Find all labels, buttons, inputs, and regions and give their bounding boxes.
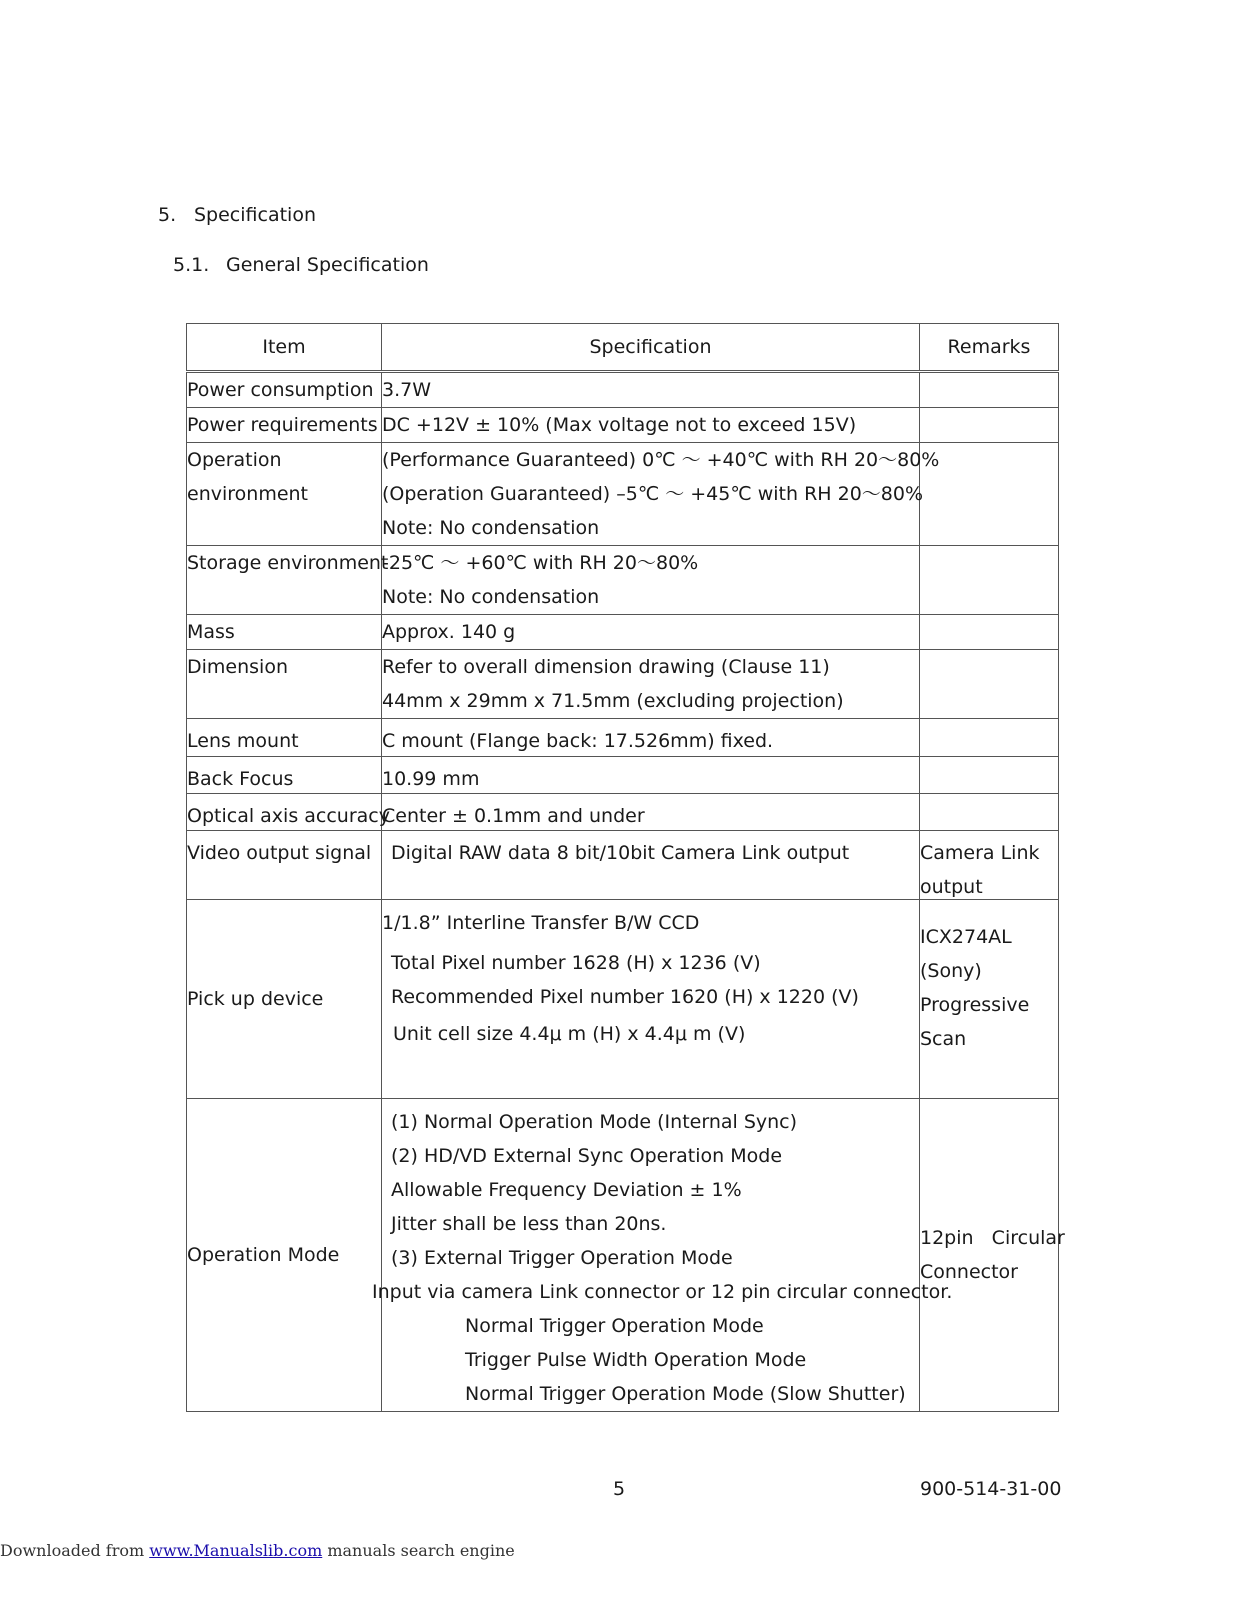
remarks-value: (Sony) [920,960,982,982]
spec-value: Note: No condensation [382,517,600,539]
section-number: 5. [158,204,177,226]
remarks-cell [920,757,1059,794]
table-row [187,900,1059,1099]
spec-subitem [382,1343,919,1377]
spec-value: (Performance Guaranteed) 0℃ ～ +40℃ with RH 20～80% [382,449,940,471]
item-label: Operation [187,449,282,471]
item-label: Optical axis accuracy [187,805,390,827]
section-title: Specification [194,204,316,226]
item-label: Storage environment [187,552,389,574]
subsection-title: General Specification [226,254,429,276]
spec-value: 3.7W [382,379,432,401]
specification-table [186,323,1065,1412]
spec-value: -25℃ ～ +60℃ with RH 20～80% [382,552,699,574]
item-label: Mass [187,621,235,643]
spec-value: Note: No condensation [382,586,600,608]
spec-value: Normal Trigger Operation Mode [465,1315,764,1337]
spec-value: Digital RAW data 8 bit/10bit Camera Link output [391,842,850,864]
table-row [187,1099,1059,1412]
item-label: Pick up device [187,988,324,1010]
table-row [187,408,1059,443]
item-label: Operation Mode [187,1244,340,1266]
header-item: Item [187,324,382,372]
table-row [187,443,1059,546]
remarks-value: output [920,876,983,898]
remarks-value: Camera Link [920,842,1040,864]
spec-value: Approx. 140 g [382,621,516,643]
spec-value: (2) HD/VD External Sync Operation Mode [391,1145,783,1167]
header-remarks: Remarks [920,324,1059,372]
subsection-heading [173,254,429,276]
spec-value: 10.99 mm [382,768,480,790]
item-label: Power requirements [187,414,378,436]
header-specification: Specification [382,324,920,372]
document-number: 900-514-31-00 [920,1478,1062,1500]
download-prefix: Downloaded from [0,1541,150,1560]
table-row [187,831,1059,900]
table-row [187,794,1059,831]
remarks-cell [920,443,1059,546]
item-label: environment [187,483,309,505]
spec-value: (1) Normal Operation Mode (Internal Sync) [391,1111,798,1133]
remarks-cell [920,650,1059,719]
spec-value: Allowable Frequency Deviation ± 1% [391,1179,742,1201]
remarks-value: Scan [920,1028,967,1050]
remarks-cell [920,372,1059,408]
spec-value: DC +12V ± 10% (Max voltage not to exceed 15V) [382,414,857,436]
remarks-value: Connector [920,1261,1018,1283]
spec-value: Total Pixel number 1628 (H) x 1236 (V) [391,952,761,974]
item-label: Lens mount [187,730,299,752]
remarks-value: 12pin Circular [920,1227,1065,1249]
table-row [187,546,1059,615]
remarks-cell [920,794,1059,831]
item-label: Power consumption [187,379,374,401]
table-header-row [187,324,1059,372]
table-row [187,372,1059,408]
spec-value: 44mm x 29mm x 71.5mm (excluding projection) [382,690,844,712]
table-row [187,615,1059,650]
download-suffix: manuals search engine [322,1541,515,1560]
spec-value: C mount (Flange back: 17.526mm) fixed. [382,730,774,752]
item-label: Back Focus [187,768,294,790]
download-note [0,1541,515,1560]
item-label: Video output signal [187,842,372,864]
spec-value: Trigger Pulse Width Operation Mode [465,1349,807,1371]
spec-value: Jitter shall be less than 20ns. [391,1213,667,1235]
table-row [187,719,1059,757]
remarks-cell [920,719,1059,757]
table-row [187,757,1059,794]
remarks-cell [920,546,1059,615]
subsection-number: 5.1. [173,254,210,276]
manualslib-link[interactable]: www.Manualslib.com [149,1541,323,1560]
item-label: Dimension [187,656,288,678]
spec-value: Normal Trigger Operation Mode (Slow Shutter) [465,1383,906,1405]
spec-value: Center ± 0.1mm and under [382,805,645,827]
remarks-cell [920,408,1059,443]
spec-value: Unit cell size 4.4μ m (H) x 4.4μ m (V) [393,1023,746,1045]
remarks-value: Progressive [920,994,1030,1016]
table-row [187,650,1059,719]
spec-value: Recommended Pixel number 1620 (H) x 1220 (V) [391,986,859,1008]
spec-value: Refer to overall dimension drawing (Clause 11) [382,656,830,678]
remarks-value: ICX274AL [920,926,1012,948]
spec-value: Input via camera Link connector or 12 pin circular connector. [372,1281,953,1303]
spec-value: (3) External Trigger Operation Mode [391,1247,733,1269]
remarks-cell [920,615,1059,650]
spec-subitem [382,1309,919,1343]
page-number: 5 [613,1478,626,1500]
section-heading [158,204,316,226]
spec-subitem [382,1377,919,1411]
spec-value: 1/1.8” Interline Transfer B/W CCD [382,912,700,934]
spec-value: (Operation Guaranteed) –5℃ ～ +45℃ with RH 20～80% [382,483,924,505]
